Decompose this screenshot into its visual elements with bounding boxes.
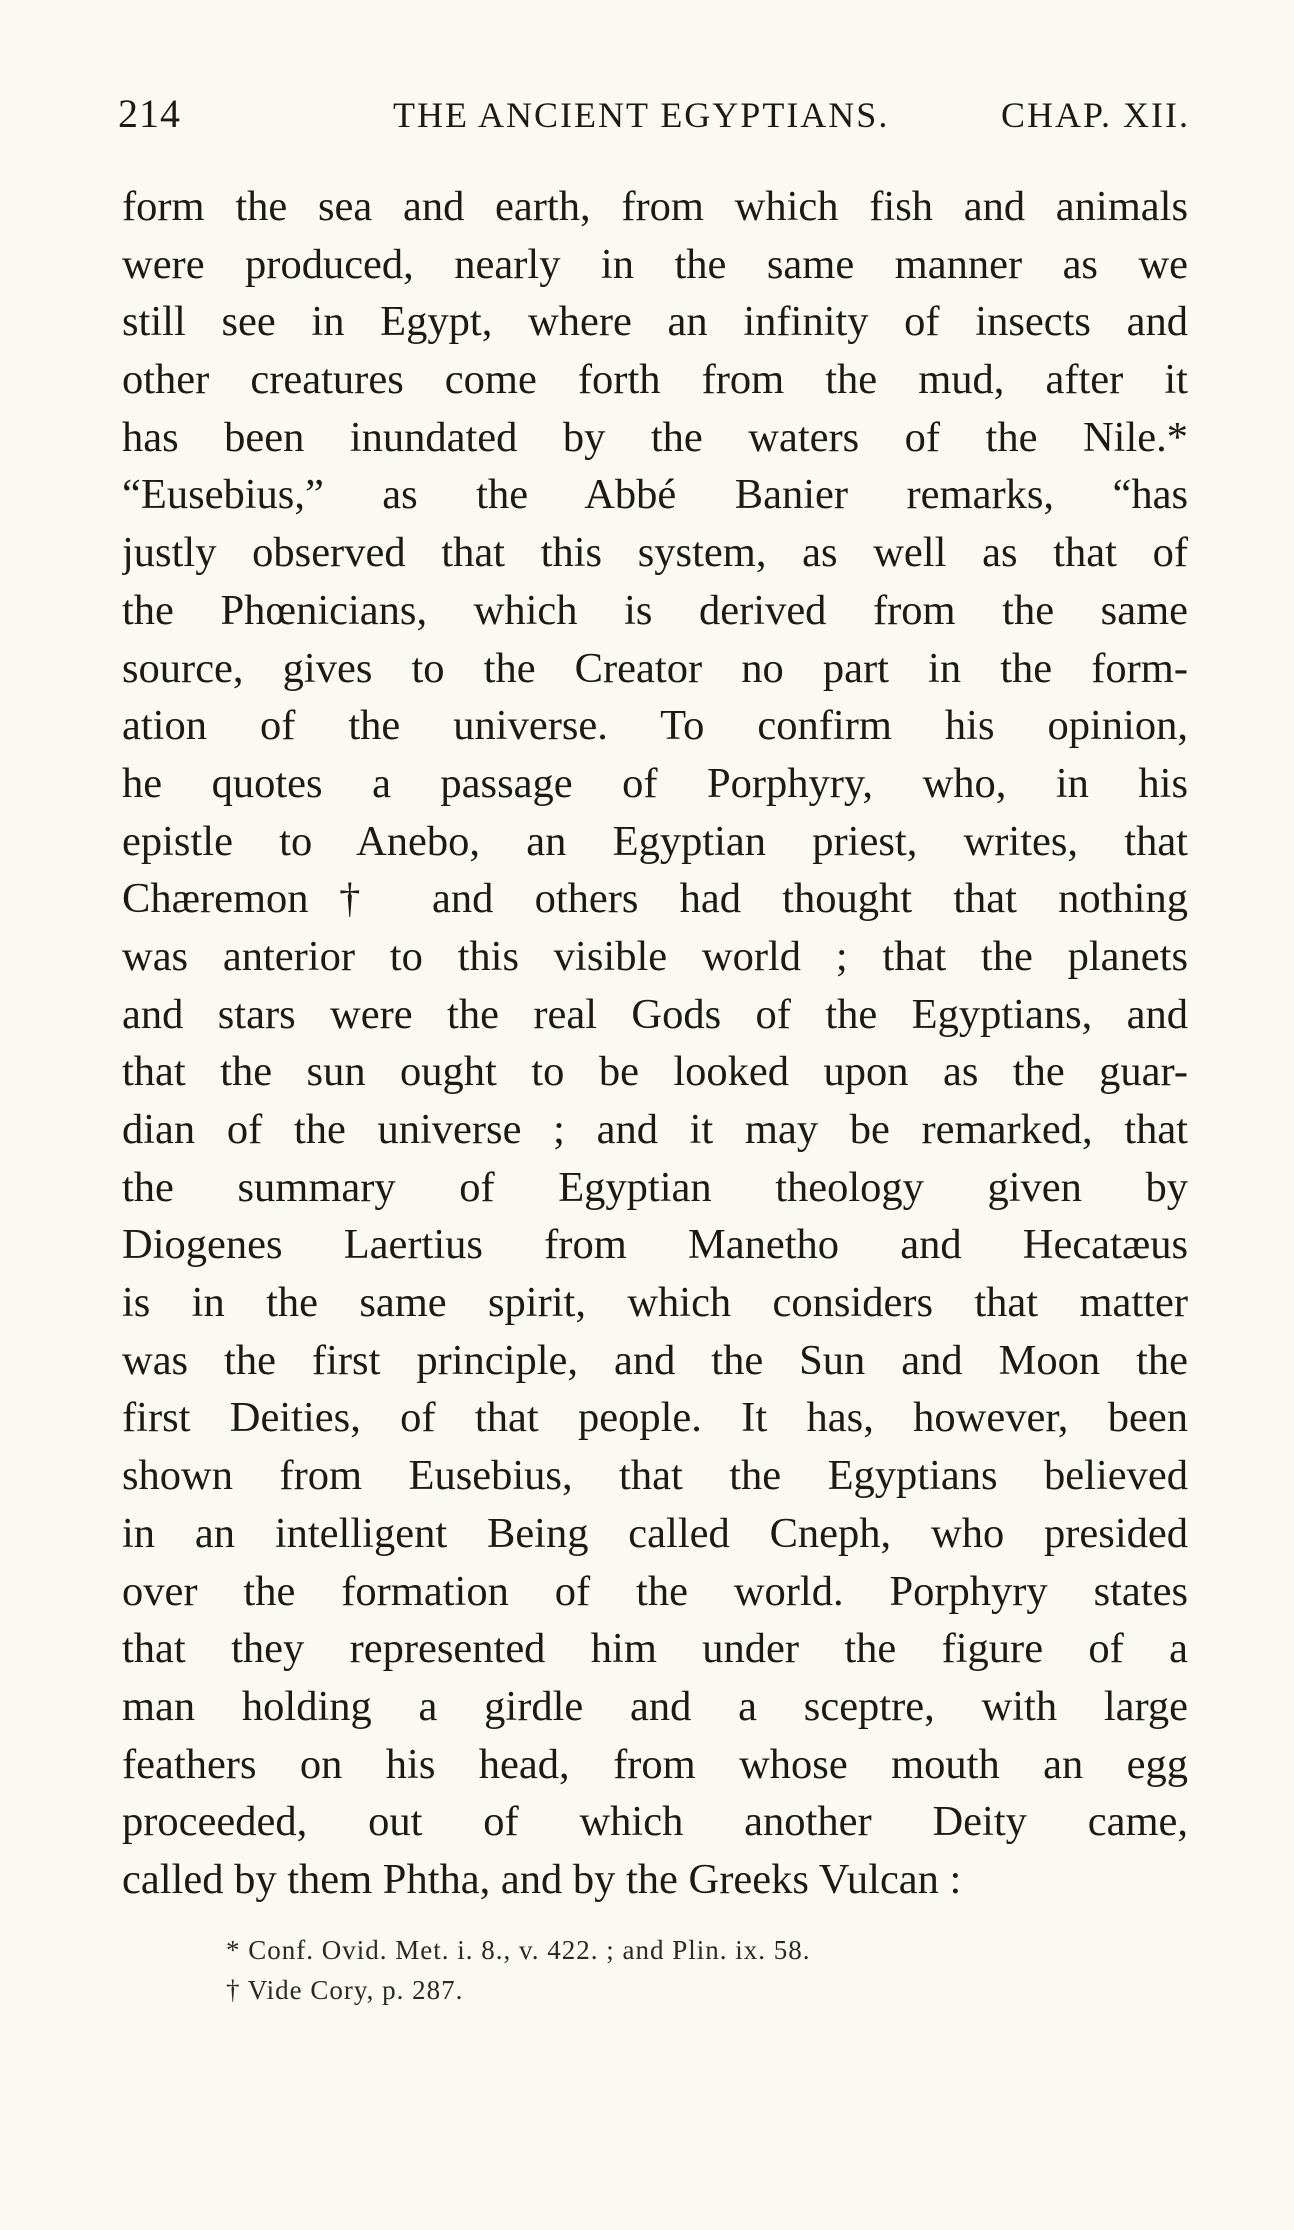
text-line: “Eusebius,” as the Abbé Banier remarks, “has <box>122 471 1188 519</box>
text-line: dian of the universe ; and it may be remarked, that <box>122 1106 1188 1153</box>
text-line: has been inundated by the waters of the Nile.* <box>122 413 1188 461</box>
text-line: that the sun ought to be looked upon as the guar- <box>122 1048 1188 1096</box>
text-line: were produced, nearly in the same manner as we <box>122 240 1188 288</box>
text-line: was the first principle, and the Sun and Moon the <box>122 1336 1188 1384</box>
text-line: Chæremon† and others had thought that nothing <box>122 875 1188 923</box>
text-line: source, gives to the Creator no part in the form- <box>122 644 1188 692</box>
body-text <box>122 178 1188 1909</box>
text-line: the Phœnicians, which is derived from the same <box>122 586 1188 634</box>
footnotes <box>226 1930 1126 2010</box>
text-line: called by them Phtha, and by the Greeks Vulcan : <box>122 1855 962 1903</box>
text-line: and stars were the real Gods of the Egyptians, and <box>122 990 1188 1038</box>
text-line: ation of the universe. To confirm his opinion, <box>122 702 1188 750</box>
page-number: 214 <box>118 91 181 136</box>
text-line: man holding a girdle and a sceptre, with large <box>122 1682 1188 1730</box>
text-line: was anterior to this visible world ; that the planets <box>122 932 1188 980</box>
text-line: over the formation of the world. Porphyry states <box>122 1567 1188 1615</box>
text-line: the summary of Egyptian theology given by <box>122 1163 1188 1211</box>
footnote: † Vide Cory, p. 287. <box>226 1975 464 2005</box>
text-line: first Deities, of that people. It has, however, been <box>122 1394 1188 1442</box>
text-line: that they represented him under the figure of a <box>122 1625 1188 1673</box>
text-line: Diogenes Laertius from Manetho and Hecatæus <box>122 1221 1188 1269</box>
text-line: form the sea and earth, from which fish and animals <box>122 183 1188 230</box>
text-line: other creatures come forth from the mud, after it <box>122 356 1188 404</box>
chapter-label: CHAP. XII. <box>1000 95 1190 135</box>
text-line: still see in Egypt, where an infinity of insects and <box>122 298 1188 346</box>
text-line: is in the same spirit, which considers that matter <box>122 1279 1188 1327</box>
text-line: feathers on his head, from whose mouth an egg <box>122 1740 1188 1788</box>
text-line: epistle to Anebo, an Egyptian priest, writes, that <box>122 817 1188 865</box>
running-header <box>118 90 1190 150</box>
text-line: he quotes a passage of Porphyry, who, in his <box>122 759 1188 807</box>
footnote: * Conf. Ovid. Met. i. 8., v. 422. ; and Plin. ix. 58. <box>226 1935 811 1965</box>
running-title: THE ANCIENT EGYPTIANS. <box>393 95 890 135</box>
text-line: shown from Eusebius, that the Egyptians believed <box>122 1452 1188 1500</box>
text-line: justly observed that this system, as well as that of <box>122 529 1188 577</box>
text-line: in an intelligent Being called Cneph, who presided <box>122 1509 1188 1557</box>
text-line: proceeded, out of which another Deity came, <box>122 1798 1188 1846</box>
